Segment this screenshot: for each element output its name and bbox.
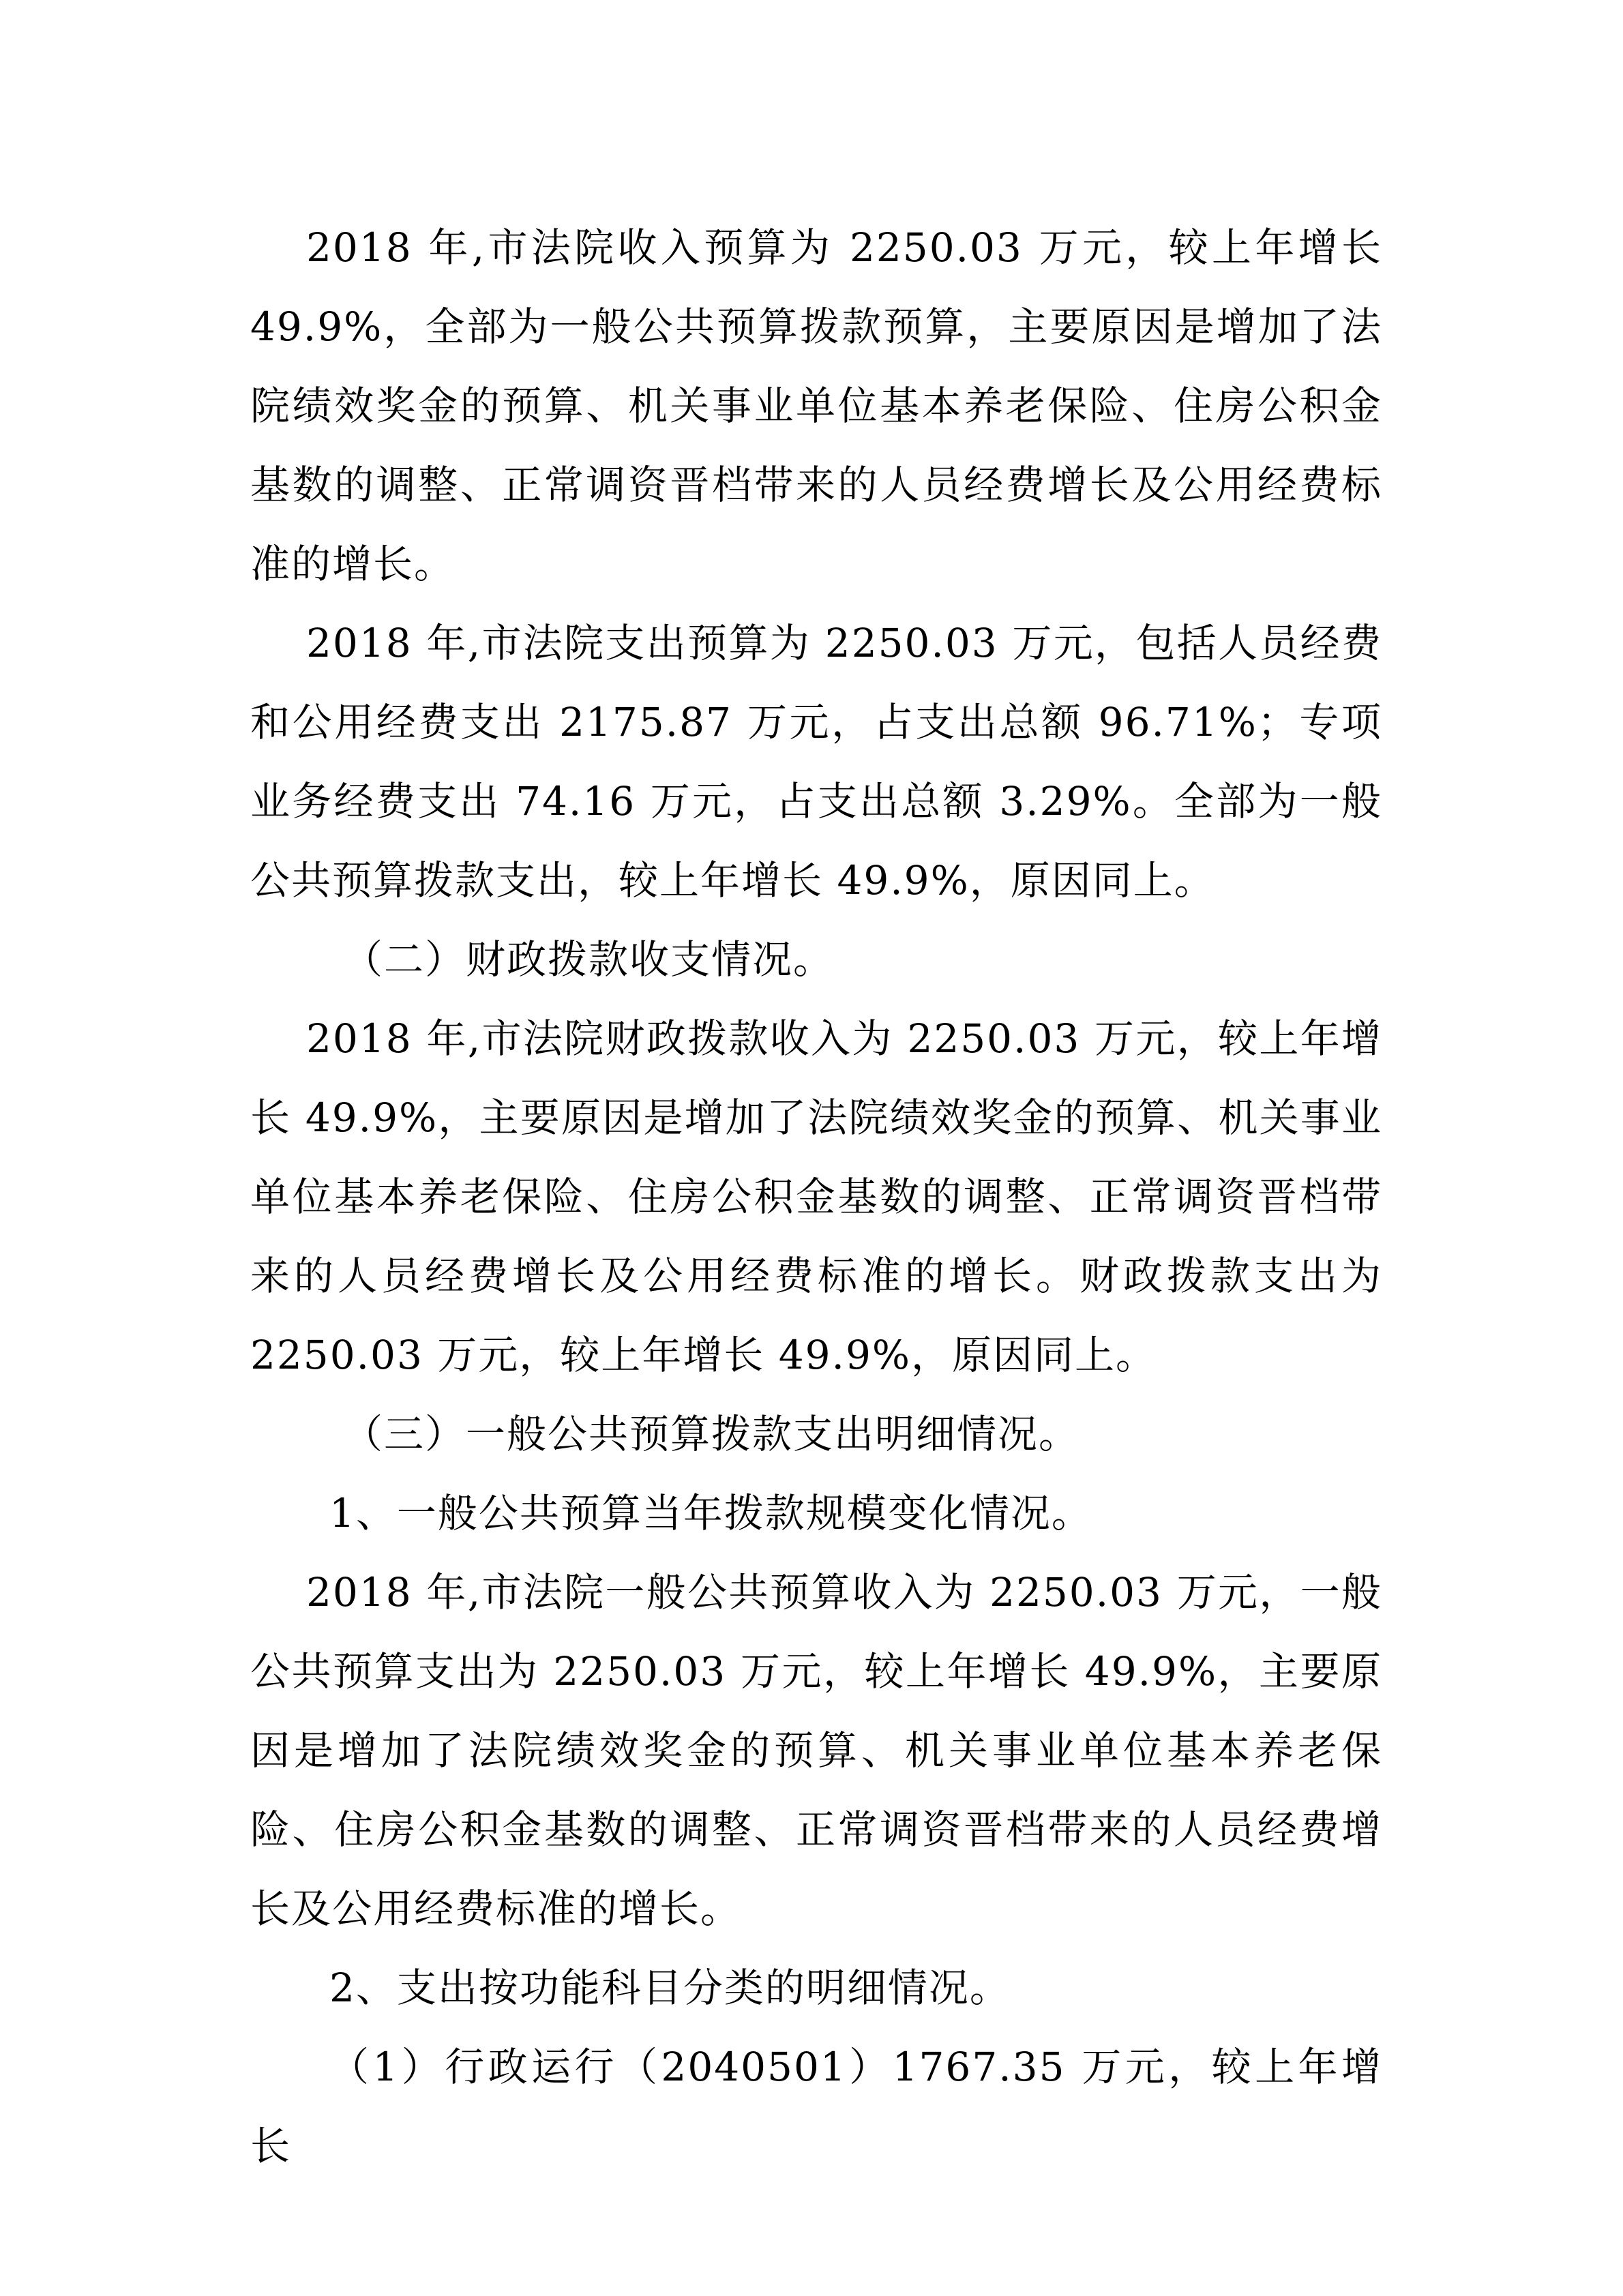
- paragraph-fiscal-appropriation: 2018 年,市法院财政拨款收入为 2250.03 万元，较上年增长 49.9%，主要原因是增加了法院绩效奖金的预算、机关事业单位基本养老保险、住房公积金基数的调整、正常调资晋档带来的人员经费增长及公用经费标准的增长。财政拨款支出为 2250.03 万元，较上年增长 49.9%，原因同上。: [250, 1015, 1382, 1378]
- section-heading-fiscal-appropriation: （二）财政拨款收支情况。: [343, 936, 835, 983]
- section-heading-general-public-budget-detail: （三）一般公共预算拨款支出明细情况。: [343, 1411, 1080, 1457]
- subsection-heading-functional-classification: 2、支出按功能科目分类的明细情况。: [329, 1965, 1011, 2011]
- list-item-administrative-operation: （1）行政运行（2040501）1767.35 万元，较上年增长: [250, 2044, 1382, 2169]
- paragraph-general-public-budget: 2018 年,市法院一般公共预算收入为 2250.03 万元，一般公共预算支出为 2250.03 万元，较上年增长 49.9%，主要原因是增加了法院绩效奖金的预算、机关事业单位基本养老保险、住房公积金基数的调整、正常调资晋档带来的人员经费增长及公用经费标准的增长。: [250, 1569, 1382, 1932]
- subsection-heading-scale-change: 1、一般公共预算当年拨款规模变化情况。: [329, 1490, 1092, 1536]
- paragraph-expenditure-budget: 2018 年,市法院支出预算为 2250.03 万元，包括人员经费和公用经费支出 2175.87 万元，占支出总额 96.71%；专项业务经费支出 74.16 万元，占支出总额 3.29%。全部为一般公共预算拨款支出，较上年增长 49.9%，原因同上。: [250, 620, 1382, 904]
- paragraph-income-budget: 2018 年,市法院收入预算为 2250.03 万元，较上年增长 49.9%，全部为一般公共预算拨款预算，主要原因是增加了法院绩效奖金的预算、机关事业单位基本养老保险、住房公积金基数的调整、正常调资晋档带来的人员经费增长及公用经费标准的增长。: [250, 224, 1382, 587]
- document-body: [250, 208, 1382, 2186]
